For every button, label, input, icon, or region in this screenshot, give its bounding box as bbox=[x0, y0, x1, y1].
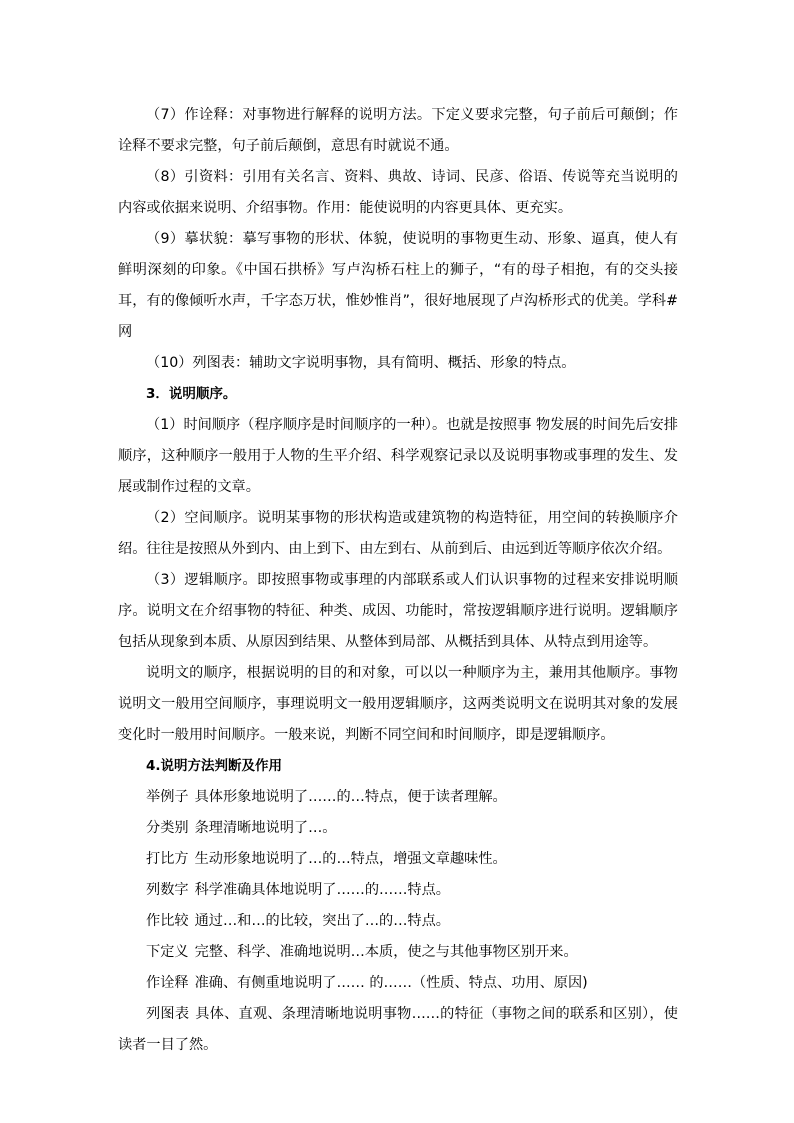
method-key: 作诠释 bbox=[146, 975, 189, 991]
method-item bbox=[118, 999, 678, 1061]
paragraph-space-order: （2）空间顺序。说明某事物的形状构造或建筑物的构造特征，用空间的转换顺序介绍。往往是按照从外到内、由上到下、由左到右、从前到后、由远到近等顺序依次介绍。 bbox=[118, 510, 678, 557]
paragraph-order-summary: 说明文的顺序，根据说明的目的和对象，可以以一种顺序为主，兼用其他顺序。事物说明文一般用空间顺序，事理说明文一般用逻辑顺序，这两类说明文在说明其对象的发展变化时一般用时间顺序。一般来说，判断不同空间和时间顺序，即是逻辑顺序。 bbox=[118, 665, 678, 743]
method-item bbox=[118, 937, 678, 968]
method-key: 打比方 bbox=[146, 851, 189, 867]
method-desc: 条理清晰地说明了…。 bbox=[194, 820, 337, 836]
paragraph-logic-order: （3）逻辑顺序。即按照事物或事理的内部联系或人们认识事物的过程来安排说明顺序。说明文在介绍事物的特征、种类、成因、功能时，常按逻辑顺序进行说明。逻辑顺序包括从现象到本质、从原因到结果、从整体到局部、从概括到具体、从特点到用途等。 bbox=[118, 572, 678, 650]
paragraph-method-7: （7）作诠释：对事物进行解释的说明方法。下定义要求完整，句子前后可颠倒；作诠释不要求完整，句子前后颠倒，意思有时就说不通。 bbox=[118, 107, 678, 154]
method-item bbox=[118, 875, 678, 906]
paragraph-method-8: （8）引资料：引用有关名言、资料、典故、诗词、民彦、俗语、传说等充当说明的内容或依据来说明、介绍事物。作用：能使说明的内容更具体、更充实。 bbox=[118, 169, 678, 216]
method-desc: 通过…和…的比较，突出了…的…特点。 bbox=[194, 913, 450, 929]
method-key: 下定义 bbox=[146, 944, 189, 960]
section-heading-order: 3．说明顺序。 bbox=[146, 386, 237, 402]
method-desc: 具体形象地说明了……的…特点，便于读者理解。 bbox=[194, 789, 507, 805]
paragraph-method-10: （10）列图表：辅助文字说明事物，具有简明、概括、形象的特点。 bbox=[146, 355, 576, 371]
method-key: 分类别 bbox=[146, 820, 189, 836]
method-item bbox=[118, 844, 678, 875]
method-desc: 具体、直观、条理清晰地说明事物……的特征（事物之间的联系和区别），使读者一目了然。 bbox=[118, 1006, 678, 1053]
method-item bbox=[118, 813, 678, 844]
method-key: 列数字 bbox=[146, 882, 189, 898]
paragraph-time-order: （1）时间顺序（程序顺序是时间顺序的一种）。也就是按照事 物发展的时间先后安排顺序，这种顺序一般用于人物的生平介绍、科学观察记录以及说明事物或事理的发生、发展或制作过程的文章。 bbox=[118, 417, 678, 495]
method-item bbox=[118, 906, 678, 937]
method-key: 作比较 bbox=[146, 913, 189, 929]
method-desc: 科学准确具体地说明了……的……特点。 bbox=[194, 882, 450, 898]
method-item bbox=[118, 782, 678, 813]
method-key: 举例子 bbox=[146, 789, 189, 805]
method-desc: 完整、科学、准确地说明…本质，使之与其他事物区别开来。 bbox=[194, 944, 578, 960]
method-key: 列图表 bbox=[146, 1006, 190, 1022]
section-heading-method-judgement: 4.说明方法判断及作用 bbox=[146, 758, 283, 774]
document-body bbox=[118, 100, 678, 1061]
method-desc: 准确、有侧重地说明了…… 的……（性质、特点、功用、原因) bbox=[194, 975, 588, 991]
method-desc: 生动形象地说明了…的…特点，增强文章趣味性。 bbox=[194, 851, 507, 867]
method-item bbox=[118, 968, 678, 999]
paragraph-method-9: （9）摹状貌：摹写事物的形状、体貌，使说明的事物更生动、形象、逼真，使人有鲜明深刻的印象。《中国石拱桥》写卢沟桥石柱上的狮子，“有的母子相抱，有的交头接耳，有的像倾听水声，千字态万状，惟妙惟肖”，很好地展现了卢沟桥形式的优美。学科#网 bbox=[118, 231, 678, 340]
